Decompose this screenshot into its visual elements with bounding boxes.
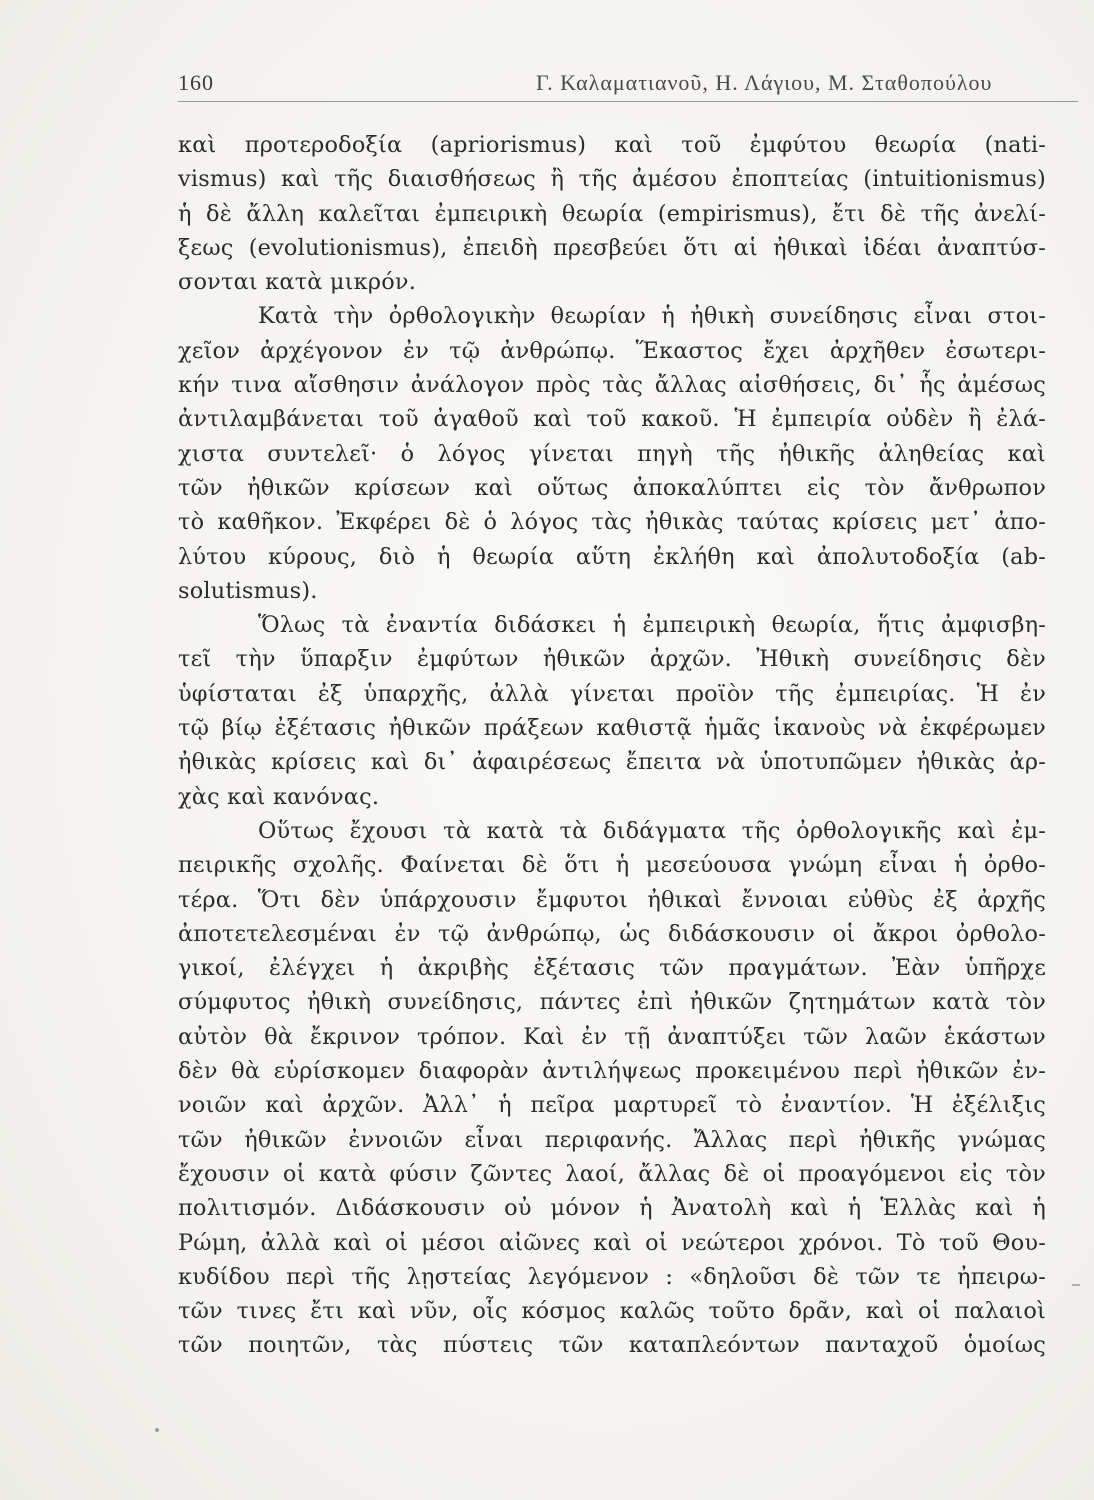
text-line: τέρα. Ὅτι δὲν ὑπάρχουσιν ἔμφυτοι ἠθικαὶ ἔννοιαι εὐθὺς ἐξ ἀρχῆς [178,886,1046,913]
page-number: 160 [178,70,214,95]
text-line: ἡ δὲ ἄλλη καλεῖται ἐμπειρικὴ θεωρία (empirismus), ἔτι δὲ τῆς ἀνελί- [178,200,1046,227]
text-line: σύμφυτος ἠθικὴ συνείδησις, πάντες ἐπὶ ἠθικῶν ζητημάτων κατὰ τὸν [178,989,1046,1016]
header-rule [178,101,1078,102]
text-line: χεῖον ἀρχέγονον ἐν τῷ ἀνθρώπῳ. Ἕκαστος ἔχει ἀρχῆθεν ἐσωτερι- [178,337,1046,364]
text-line: πολιτισμόν. Διδάσκουσιν οὐ μόνον ἡ Ἀνατολὴ καὶ ἡ Ἑλλὰς καὶ ἡ [178,1195,1046,1222]
text-line: κήν τινα αἴσθησιν ἀνάλογον πρὸς τὰς ἄλλας αἰσθήσεις, δι᾽ ἧς ἀμέσως [178,372,1046,399]
text-line: δὲν θὰ εὑρίσκομεν διαφορὰν ἀντιλήψεως προκειμένου περὶ ἠθικῶν ἐν- [178,1058,1046,1085]
text-line: καὶ προτεροδοξία (apriorismus) καὶ τοῦ ἐμφύτου θεωρία (nati- [178,132,1046,158]
text-line: αὐτὸν θὰ ἔκρινον τρόπον. Καὶ ἐν τῇ ἀναπτύξει τῶν λαῶν ἑκάστων [178,1023,1046,1050]
text-line: ἀντιλαμβάνεται τοῦ ἀγαθοῦ καὶ τοῦ κακοῦ. Ἡ ἐμπειρία οὐδὲν ἢ ἐλά- [178,406,1046,433]
text-line: ἀποτετελεσμέναι ἐν τῷ ἀνθρώπῳ, ὡς διδάσκουσιν οἱ ἄκροι ὀρθολο- [178,920,1046,947]
text-line: τῶν ἠθικῶν ἐννοιῶν εἶναι περιφανής. Ἄλλας περὶ ἠθικῆς γνώμας [178,1126,1046,1153]
text-line: γικοί, ἐλέγχει ἡ ἀκριβὴς ἐξέτασις τῶν πραγμάτων. Ἐὰν ὑπῆρχε [178,955,1046,982]
text-line: σονται κατὰ μικρόν. [178,269,417,296]
text-line: πειρικῆς σχολῆς. Φαίνεται δὲ ὅτι ἡ μεσεύουσα γνώμη εἶναι ἡ ὀρθο- [178,852,1046,879]
text-line: νοιῶν καὶ ἀρχῶν. Ἀλλ᾽ ἡ πεῖρα μαρτυρεῖ τὸ ἐναντίον. Ἡ ἐξέλιξις [178,1092,1046,1119]
body-text [178,128,1046,1363]
text-line: τῷ βίῳ ἐξέτασις ἠθικῶν πράξεων καθιστᾷ ἡμᾶς ἱκανοὺς νὰ ἐκφέρωμεν [178,715,1046,742]
text-line: ἠθικὰς κρίσεις καὶ δι᾽ ἀφαιρέσεως ἔπειτα νὰ ὑποτυπῶμεν ἠθικὰς ἀρ- [178,749,1046,776]
page-header [178,62,1078,102]
paragraph-start-line: Κατὰ τὴν ὀρθολογικὴν θεωρίαν ἡ ἠθικὴ συνείδησις εἶναι στοι- [258,303,1046,330]
paragraph-start-line: Οὕτως ἔχουσι τὰ κατὰ τὰ διδάγματα τῆς ὀρθολογικῆς καὶ ἐμ- [258,817,1046,844]
text-line: λύτου κύρους, διὸ ἡ θεωρία αὕτη ἐκλήθη καὶ ἀπολυτοδοξία (ab- [178,543,1046,570]
text-line: τῶν ἠθικῶν κρίσεων καὶ οὕτως ἀποκαλύπτει εἰς τὸν ἄνθρωπον [178,474,1046,501]
text-line: solutismus). [178,577,318,604]
text-line: ξεως (evolutionismus), ἐπειδὴ πρεσβεύει ὅτι αἱ ἠθικαὶ ἰδέαι ἀναπτύσ- [178,234,1046,261]
text-line: τεῖ τὴν ὕπαρξιν ἐμφύτων ἠθικῶν ἀρχῶν. Ἠθικὴ συνείδησις δὲν [178,646,1046,673]
text-line: vismus) καὶ τῆς διαισθήσεως ἢ τῆς ἀμέσου ἐποπτείας (intuitionismus) [178,166,1046,193]
text-line: ὑφίσταται ἐξ ὑπαρχῆς, ἀλλὰ γίνεται προϊὸν τῆς ἐμπειρίας. Ἡ ἐν [178,680,1046,707]
text-line: τῶν τινες ἔτι καὶ νῦν, οἷς κόσμος καλῶς τοῦτο δρᾶν, καὶ οἱ παλαιοὶ [178,1298,1046,1325]
text-line: χιστα συντελεῖ· ὁ λόγος γίνεται πηγὴ τῆς ἠθικῆς ἀληθείας καὶ [178,440,1046,467]
text-line: ἔχουσιν οἱ κατὰ φύσιν ζῶντες λαοί, ἄλλας δὲ οἱ προαγόμενοι εἰς τὸν [178,1160,1046,1187]
text-line: Ρώμη, ἀλλὰ καὶ οἱ μέσοι αἰῶνες καὶ οἱ νεώτεροι χρόνοι. Τὸ τοῦ Θου- [178,1229,1046,1256]
text-line: τὸ καθῆκον. Ἐκφέρει δὲ ὁ λόγος τὰς ἠθικὰς ταύτας κρίσεις μετ᾽ ἀπο- [178,509,1046,536]
text-line: τῶν ποιητῶν, τὰς πύστεις τῶν καταπλεόντων πανταχοῦ ὁμοίως [178,1332,1046,1359]
scan-speck [155,1428,159,1432]
running-head: Γ. Καλαματιανοῦ, Η. Λάγιου, Μ. Σταθοπούλου [536,70,993,95]
paragraph-start-line: Ὅλως τὰ ἐναντία διδάσκει ἡ ἐμπειρικὴ θεωρία, ἥτις ἀμφισβη- [258,612,1046,639]
text-line: κυδίδου περὶ τῆς λῃστείας λεγόμενον : «δηλοῦσι δὲ τῶν τε ἠπειρω- [178,1263,1046,1290]
text-line: χὰς καὶ κανόνας. [178,783,380,810]
scan-speck [1072,1284,1080,1286]
